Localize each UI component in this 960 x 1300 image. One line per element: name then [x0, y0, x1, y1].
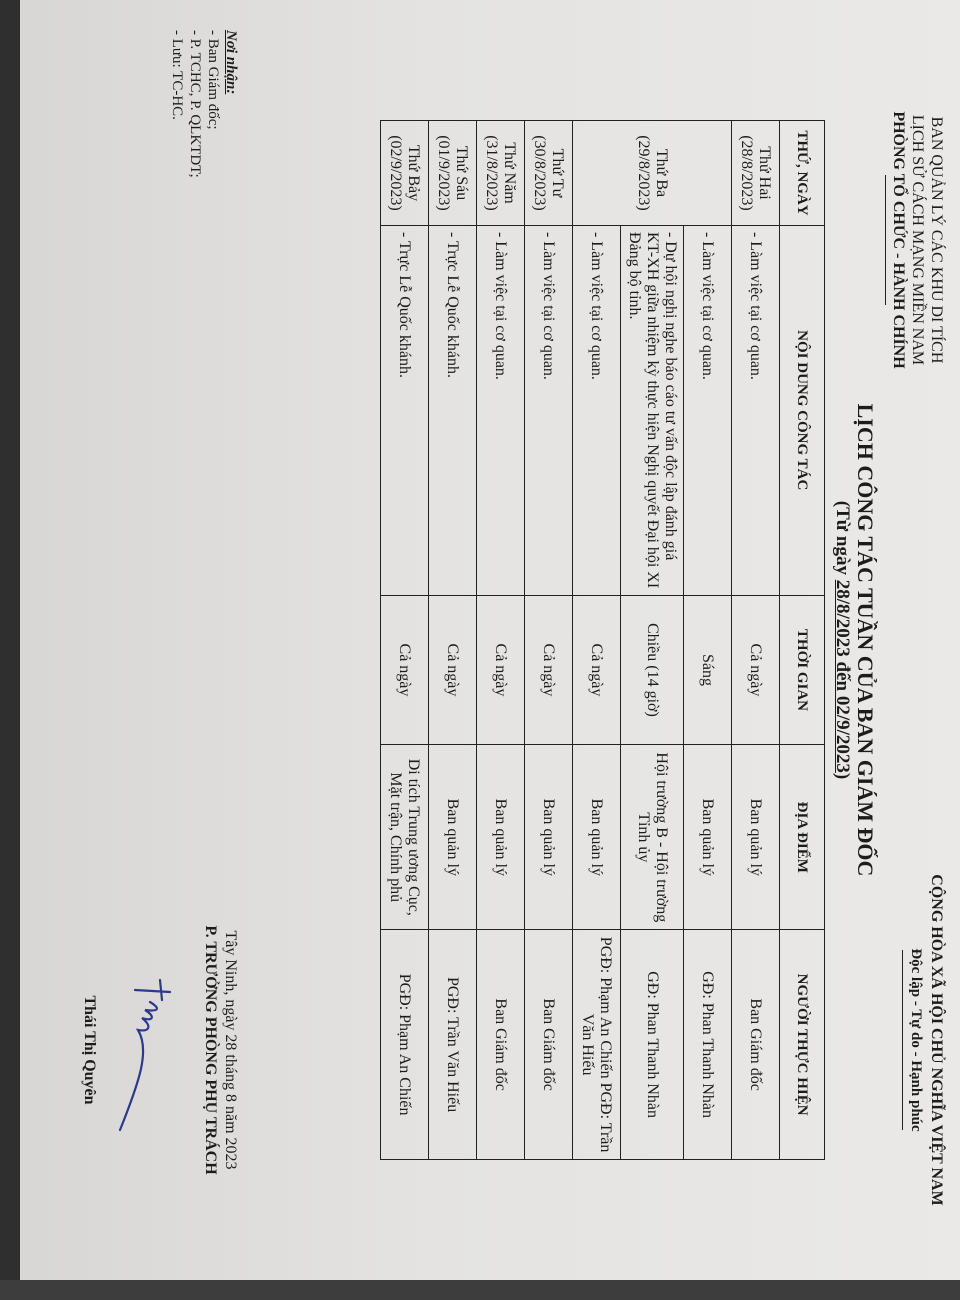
table-row — [381, 121, 429, 1160]
day-name: Thứ Tư — [549, 148, 567, 198]
signer-name: Thái Thị Quyên — [81, 995, 98, 1105]
content-cell: - Làm việc tại cơ quan. — [477, 225, 525, 595]
time-cell: Sáng — [684, 595, 732, 745]
time-cell: Cả ngày — [732, 595, 780, 745]
place-date-line: Tây Ninh, ngày 28 tháng 8 năm 2023 — [222, 930, 239, 1170]
issuing-agency — [885, 30, 946, 450]
agency-line-2: LỊCH SỬ CÁCH MẠNG MIỀN NAM — [909, 114, 926, 366]
table-row — [732, 121, 780, 1160]
day-date: (31/8/2023) — [483, 135, 501, 211]
handwritten-signature — [110, 960, 190, 1140]
day-name: Thứ Năm — [501, 142, 519, 204]
table-row — [525, 121, 573, 1160]
col-header-time: THỜI GIAN — [780, 595, 825, 745]
person-cell: PGĐ: Phạm An Chiến PGĐ: Trần Văn Hiếu — [573, 930, 621, 1160]
recipient-item: - P. TCHC, P. QLKTDT; — [187, 30, 203, 178]
place-cell: Di tích Trung ương Cục, Mặt trận, Chính phủ — [381, 745, 429, 930]
place-cell: Ban quản lý — [477, 745, 525, 930]
time-cell: Cả ngày — [525, 595, 573, 745]
person-cell: Ban Giám đốc — [732, 930, 780, 1160]
date-range-suffix: ) — [832, 772, 853, 780]
day-date: (02/9/2023) — [387, 135, 405, 211]
agency-line-1: BAN QUẢN LÝ CÁC KHU DI TÍCH — [928, 116, 945, 364]
content-cell: - Làm việc tại cơ quan. — [525, 225, 573, 595]
day-name: Thứ Bảy — [405, 144, 423, 202]
motto: Độc lập - Tự do - Hạnh phúc — [908, 948, 924, 1132]
signer-position: P. TRƯỞNG PHÒNG PHỤ TRÁCH — [202, 925, 219, 1175]
col-header-place: ĐỊA ĐIỂM — [780, 745, 825, 930]
content-cell: - Làm việc tại cơ quan. — [732, 225, 780, 595]
date-range-value: 28/8/2023 đến 02/9/2023 — [832, 579, 853, 773]
content-cell: - Trực Lễ Quốc khánh. — [429, 225, 477, 595]
day-cell — [381, 121, 429, 226]
person-cell: GĐ: Phan Thanh Nhàn — [621, 930, 684, 1160]
recipients-block — [168, 30, 240, 450]
person-cell: PGĐ: Trần Văn Hiếu — [429, 930, 477, 1160]
time-cell: Cả ngày — [477, 595, 525, 745]
table-row — [429, 121, 477, 1160]
recipient-item: - Lưu: TC-HC. — [169, 30, 185, 120]
place-cell: Ban quản lý — [732, 745, 780, 930]
day-date: (30/8/2023) — [531, 135, 549, 211]
time-cell: Cả ngày — [381, 595, 429, 745]
col-header-person: NGƯỜI THỰC HIỆN — [780, 930, 825, 1160]
day-name: Thứ Hai — [756, 146, 774, 200]
day-cell — [429, 121, 477, 226]
day-name: Thứ Sáu — [453, 145, 471, 201]
day-cell — [525, 121, 573, 226]
content-cell: - Trực Lễ Quốc khánh. — [381, 225, 429, 595]
day-date: (29/8/2023) — [635, 135, 652, 211]
schedule-table — [380, 120, 825, 1160]
table-header-row — [780, 121, 825, 1160]
person-cell: Ban Giám đốc — [477, 930, 525, 1160]
table-row — [684, 121, 732, 1160]
country-name: CỘNG HÒA XÃ HỘI CHỦ NGHĨA VIỆT NAM — [928, 874, 945, 1206]
day-date: (01/9/2023) — [435, 135, 453, 211]
person-cell: Ban Giám đốc — [525, 930, 573, 1160]
day-cell — [477, 121, 525, 226]
time-cell: Cả ngày — [573, 595, 621, 745]
col-header-day: THỨ, NGÀY — [780, 121, 825, 226]
time-cell: Chiều (14 giờ) — [621, 595, 684, 745]
content-cell: - Làm việc tại cơ quan. — [684, 225, 732, 595]
content-cell: - Làm việc tại cơ quan. — [573, 225, 621, 595]
table-row — [477, 121, 525, 1160]
national-motto — [902, 820, 946, 1260]
person-cell: PGĐ: Phạm An Chiến — [381, 930, 429, 1160]
time-cell: Cả ngày — [429, 595, 477, 745]
person-cell: GĐ: Phan Thanh Nhàn — [684, 930, 732, 1160]
place-cell: Ban quản lý — [525, 745, 573, 930]
place-cell: Hội trường B - Hội trường Tỉnh ủy — [621, 745, 684, 930]
table-row — [621, 121, 684, 1160]
col-header-content: NỘI DUNG CÔNG TÁC — [780, 225, 825, 595]
agency-department: PHÒNG TỔ CHỨC - HÀNH CHÍNH — [890, 111, 907, 369]
recipients-label: Nơi nhận: — [223, 30, 239, 95]
place-cell: Ban quản lý — [684, 745, 732, 930]
motto-underline — [902, 950, 903, 1130]
agency-underline — [885, 175, 886, 305]
place-cell: Ban quản lý — [429, 745, 477, 930]
recipient-item: - Ban Giám đốc; — [205, 30, 221, 130]
day-date: (28/8/2023) — [738, 135, 756, 211]
day-cell — [732, 121, 780, 226]
day-cell — [573, 121, 732, 226]
content-cell: - Dự hội nghị nghe báo cáo tư vấn độc lập đánh giá KT-XH giữa nhiệm kỳ thực hiện Nghị quyết Đại hội XI Đảng bộ tỉnh. — [621, 225, 684, 595]
page-title: LỊCH CÔNG TÁC TUẦN CỦA BAN GIÁM ĐỐC — [853, 403, 878, 877]
place-cell: Ban quản lý — [573, 745, 621, 930]
table-row — [573, 121, 621, 1160]
date-range — [830, 230, 854, 1050]
day-name: Thứ Ba — [653, 148, 670, 198]
date-range-prefix: (Từ ngày — [832, 500, 853, 580]
